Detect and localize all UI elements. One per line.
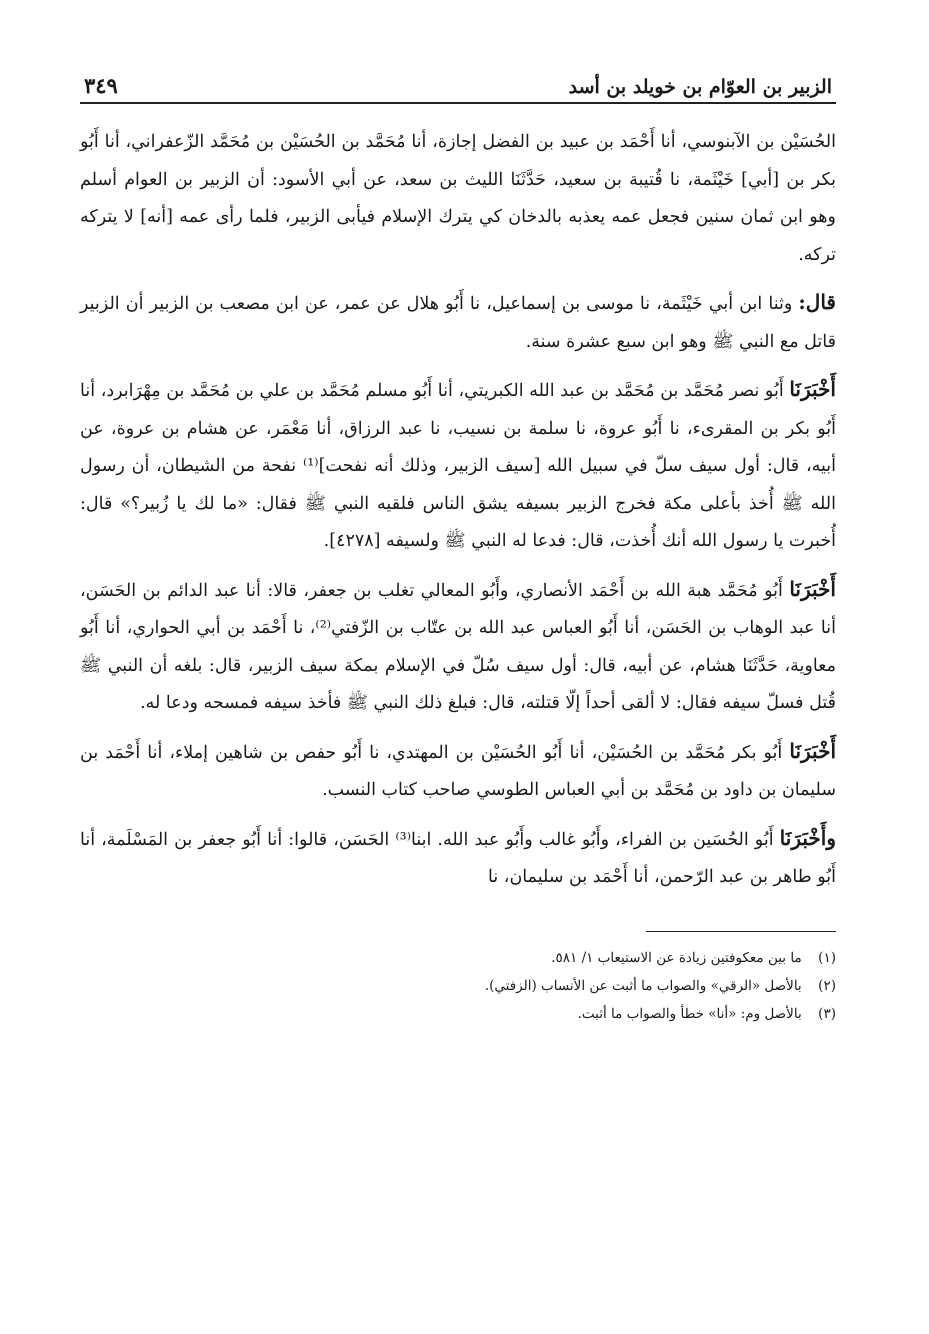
- paragraph: [80, 733, 836, 810]
- footnote-text: بالأصل «الرقي» والصواب ما أثبت عن الأنساب (الزفتي).: [484, 977, 802, 994]
- paragraph-lead: أَخْبَرَنَا: [789, 738, 836, 763]
- footnote: [80, 1000, 836, 1028]
- paragraph-lead: وأَخْبَرَنَا: [779, 825, 836, 850]
- footnote-text: بالأصل وم: «أنا» خطأ والصواب ما أثبت.: [577, 1005, 802, 1022]
- footnote: [80, 972, 836, 1000]
- footnote-number: (٣): [818, 1005, 836, 1022]
- paragraph-text: أَبُو مُحَمَّد هبة الله بن أَحْمَد الأنصاري، وأَبُو المعالي تغلب بن جعفر، قالا: أنا عبد الدائم بن الحَسَن، أنا عبد الوهاب بن الحَسَن، أنا أَبُو العباس عبد الله بن عتّاب بن الزّفتي⁽²⁾، نا أَحْمَد بن أبي الحواري، أنا أَبُو معاوية، حَدَّثَنَا هشام، عن أبيه، قال: أول سيف سُلّ في الإسلام بمكة سيف الزبير، قال: بلغه أن النبي ﷺ قُتل فسلّ سيفه فقال: لا ألقى أحداً إلّا قتلته، قال: فبلغ ذلك النبي ﷺ فأخذ سيفه فمسحه ودعا له.: [80, 580, 836, 713]
- footnote-number: (١): [818, 949, 836, 966]
- paragraph-text: أَبُو بكر مُحَمَّد بن الحُسَيْن، أنا أَبُو الحُسَيْن بن المهتدي، نا أَبُو حفص بن شاهين إملاء، أنا أَحْمَد بن سليمان بن داود بن مُحَمَّد بن أبي العباس الطوسي صاحب كتاب النسب.: [80, 742, 836, 800]
- footnote-number: (٢): [818, 977, 836, 994]
- page-number: ٣٤٩: [84, 73, 118, 98]
- paragraph: [80, 122, 836, 274]
- main-text: [80, 122, 836, 897]
- paragraph-text: أَبُو الحُسَين بن الفراء، وأَبُو غالب وأَبُو عبد الله. ابنا⁽³⁾ الحَسَن، قالوا: أنا أَبُو جعفر بن المَسْلَمة، أنا أَبُو طاهر بن عبد الرّحمن، أنا أَحْمَد بن سليمان، نا: [80, 829, 836, 887]
- paragraph-lead: أَخْبَرَنَا: [789, 377, 836, 401]
- footnote: [80, 944, 836, 972]
- paragraph-lead: أَخْبَرَنَا: [789, 576, 836, 601]
- paragraph: [80, 284, 836, 361]
- footnotes: [80, 944, 836, 1028]
- paragraph-text: الحُسَيْن بن الآبنوسي، أنا أَحْمَد بن عبيد بن الفضل إجازة، أنا مُحَمَّد بن الحُسَيْن بن مُحَمَّد الزّعفراني، أنا أَبُو بكر بن [أبي] خَيْثَمة، نا قُتيبة بن سعيد، حَدَّثَنَا الليث بن سعد، عن أبي الأسود: أن الزبير بن العوام أسلم وهو ابن ثمان سنين فجعل عمه يعذبه بالدخان كي يترك الإسلام فيأبى الزبير، فلما رأى عمه [أنه] لا يتركه تركه.: [80, 132, 836, 265]
- paragraph-text: أَبُو نصر مُحَمَّد بن مُحَمَّد بن عبد الله الكبريتي، أنا أَبُو مسلم مُحَمَّد بن علي بن مُحَمَّد بن مِهْرَابرد، أنا أَبُو بكر بن المقرىء، نا أَبُو عروة، نا سلمة بن نسيب، نا عبد الرزاق، أنا مَعْمَر، عن هشام بن عروة، عن أبيه، قال: أول سيف سلّ في سبيل الله [سيف الزبير، وذلك أنه نفحت]⁽¹⁾ نفحة من الشيطان، أن رسول الله ﷺ أُخذ بأعلى مكة فخرج الزبير بسيفه يشق الناس فلقيه النبي ﷺ فقال: «ما لك يا زُبير؟» قال: أُخبرت يا رسول الله أنك أُخذت، قال: فدعا له النبي ﷺ ولسيفه [٤٢٧٨].: [80, 381, 836, 551]
- footnote-text: ما بين معكوفتين زيادة عن الاستيعاب ١/ ٥٨١.: [551, 949, 802, 966]
- running-title: الزبير بن العوّام بن خويلد بن أسد: [568, 76, 832, 98]
- running-header: [80, 62, 836, 104]
- book-page: [80, 62, 836, 1028]
- paragraph-text: وثنا ابن أبي خَيْثَمة، نا موسى بن إسماعيل، نا أَبُو هلال عن عمر، عن ابن مصعب بن الزبير أن الزبير قاتل مع النبي ﷺ وهو ابن سبع عشرة سنة.: [80, 294, 836, 352]
- paragraph-lead: قال:: [798, 290, 836, 314]
- paragraph: [80, 371, 836, 561]
- footnote-divider: [646, 931, 836, 932]
- paragraph: [80, 571, 836, 723]
- paragraph: [80, 820, 836, 897]
